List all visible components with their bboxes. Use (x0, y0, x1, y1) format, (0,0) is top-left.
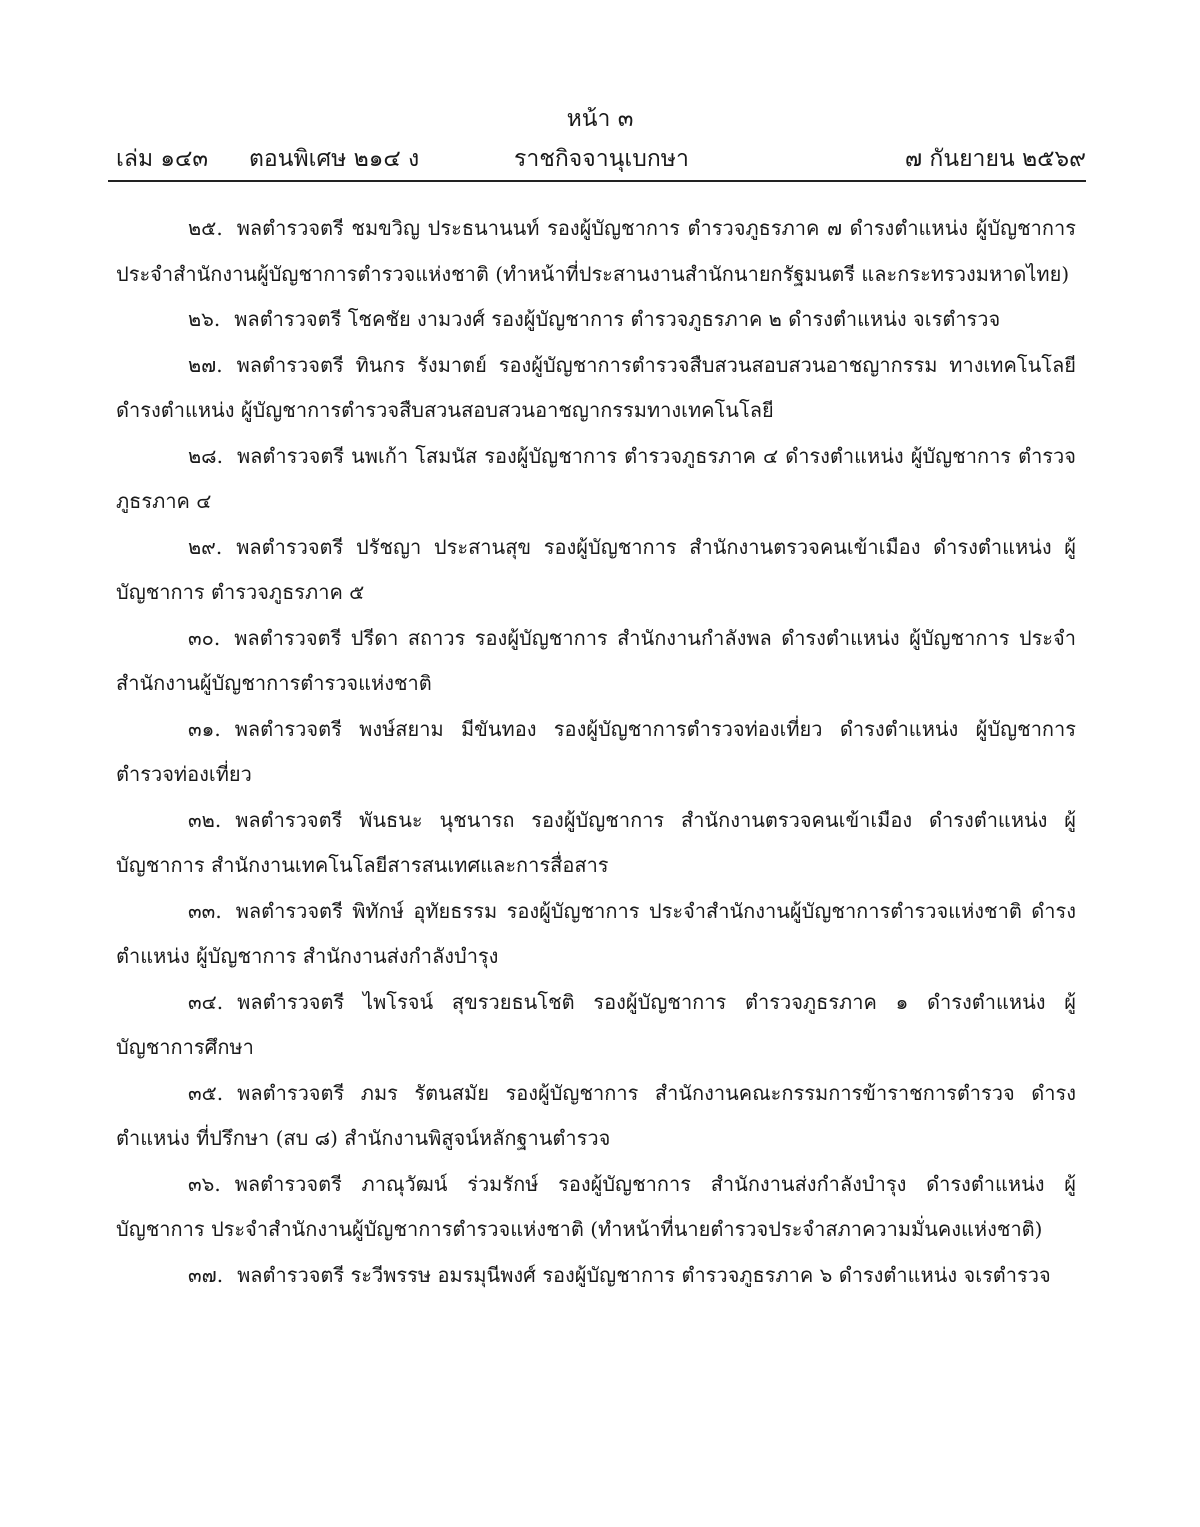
appointment-list (116, 206, 1076, 1298)
entry-number: ๒๙. (188, 534, 223, 559)
entry-number: ๓๗. (188, 1262, 224, 1287)
publication-date: ๗ กันยายน ๒๕๖๙ (904, 146, 1086, 172)
appointment-entry (116, 980, 1076, 1071)
entry-number: ๒๘. (188, 443, 223, 468)
page-number: หน้า ๓ (566, 106, 634, 132)
entry-number: ๓๔. (188, 989, 224, 1014)
entry-number: ๒๖. (188, 307, 221, 331)
entry-text: พลตำรวจตรี พันธนะ นุชนารถ รองผู้บัญชาการ สำนักงานตรวจคนเข้าเมือง ดำรงตำแหน่ง ผู้บัญชาการ สำนักงานเทคโนโลยีสารสนเทศและการสื่อสาร (116, 807, 1076, 877)
entry-text: พลตำรวจตรี ชมขวิญ ประธนานนท์ รองผู้บัญชาการ ตำรวจภูธรภาค ๗ ดำรงตำแหน่ง ผู้บัญชาการ ประจำสำนักงานผู้บัญชาการตำรวจแห่งชาติ (ทำหน้าที่ประสานงานสำนักนายกรัฐมนตรี และกระทรวงมหาดไทย) (116, 216, 1076, 286)
appointment-entry (116, 1162, 1076, 1253)
appointment-entry (116, 889, 1076, 980)
entry-number: ๒๕. (188, 216, 223, 240)
gazette-name: ราชกิจจานุเบกษา (514, 146, 689, 172)
entry-text: พลตำรวจตรี โชคชัย งามวงศ์ รองผู้บัญชาการ ตำรวจภูธรภาค ๒ ดำรงตำแหน่ง จเรตำรวจ (234, 307, 1001, 331)
entry-text: พลตำรวจตรี นพเก้า โสมนัส รองผู้บัญชาการ ตำรวจภูธรภาค ๔ ดำรงตำแหน่ง ผู้บัญชาการ ตำรวจภูธรภาค ๔ (116, 443, 1076, 513)
entry-number: ๓๒. (188, 807, 222, 832)
appointment-entry (116, 343, 1076, 434)
entry-number: ๓๖. (188, 1171, 221, 1196)
entry-text: พลตำรวจตรี พงษ์สยาม มีขันทอง รองผู้บัญชาการตำรวจท่องเที่ยว ดำรงตำแหน่ง ผู้บัญชาการตำรวจท่องเที่ยว (116, 716, 1076, 786)
entry-number: ๒๗. (188, 352, 223, 377)
entry-number: ๓๓. (188, 898, 222, 923)
entry-text: พลตำรวจตรี ระวีพรรษ อมรมุนีพงศ์ รองผู้บัญชาการ ตำรวจภูธรภาค ๖ ดำรงตำแหน่ง จเรตำรวจ (237, 1262, 1051, 1287)
entry-text: พลตำรวจตรี ปรัชญา ประสานสุข รองผู้บัญชาการ สำนักงานตรวจคนเข้าเมือง ดำรงตำแหน่ง ผู้บัญชาการ ตำรวจภูธรภาค ๕ (116, 534, 1076, 604)
entry-text: พลตำรวจตรี ภาณุวัฒน์ ร่วมรักษ์ รองผู้บัญชาการ สำนักงานส่งกำลังบำรุง ดำรงตำแหน่ง ผู้บัญชาการ ประจำสำนักงานผู้บัญชาการตำรวจแห่งชาติ (ทำหน้าที่นายตำรวจประจำสภาความมั่นคงแห่งชาติ) (116, 1171, 1076, 1241)
entry-text: พลตำรวจตรี พิทักษ์ อุทัยธรรม รองผู้บัญชาการ ประจำสำนักงานผู้บัญชาการตำรวจแห่งชาติ ดำรงตำแหน่ง ผู้บัญชาการ สำนักงานส่งกำลังบำรุง (116, 898, 1076, 968)
issue-label: ตอนพิเศษ ๒๑๔ ง (249, 146, 420, 172)
entry-text: พลตำรวจตรี ไพโรจน์ สุขรวยธนโชติ รองผู้บัญชาการ ตำรวจภูธรภาค ๑ ดำรงตำแหน่ง ผู้บัญชาการศึกษา (116, 989, 1076, 1059)
appointment-entry (116, 707, 1076, 798)
appointment-entry (116, 1071, 1076, 1162)
entry-text: พลตำรวจตรี ภมร รัตนสมัย รองผู้บัญชาการ สำนักงานคณะกรรมการข้าราชการตำรวจ ดำรงตำแหน่ง ที่ปรึกษา (สบ ๘) สำนักงานพิสูจน์หลักฐานตำรวจ (116, 1080, 1076, 1150)
appointment-entry (116, 525, 1076, 616)
header-divider (108, 180, 1086, 182)
volume-label: เล่ม ๑๔๓ (116, 146, 209, 172)
appointment-entry (116, 1253, 1076, 1299)
appointment-entry (116, 434, 1076, 525)
appointment-entry (116, 616, 1076, 707)
entry-number: ๓๐. (188, 625, 221, 650)
appointment-entry (116, 206, 1076, 297)
entry-text: พลตำรวจตรี ทินกร รังมาตย์ รองผู้บัญชาการตำรวจสืบสวนสอบสวนอาชญากรรม ทางเทคโนโลยี ดำรงตำแหน่ง ผู้บัญชาการตำรวจสืบสวนสอบสวนอาชญากรรมทางเทคโนโลยี (116, 352, 1076, 422)
appointment-entry (116, 297, 1076, 343)
running-header (116, 143, 1086, 175)
entry-number: ๓๕. (188, 1080, 224, 1105)
entry-number: ๓๑. (188, 716, 221, 741)
entry-text: พลตำรวจตรี ปรีดา สถาวร รองผู้บัญชาการ สำนักงานกำลังพล ดำรงตำแหน่ง ผู้บัญชาการ ประจำสำนักงานผู้บัญชาการตำรวจแห่งชาติ (116, 625, 1076, 695)
appointment-entry (116, 798, 1076, 889)
